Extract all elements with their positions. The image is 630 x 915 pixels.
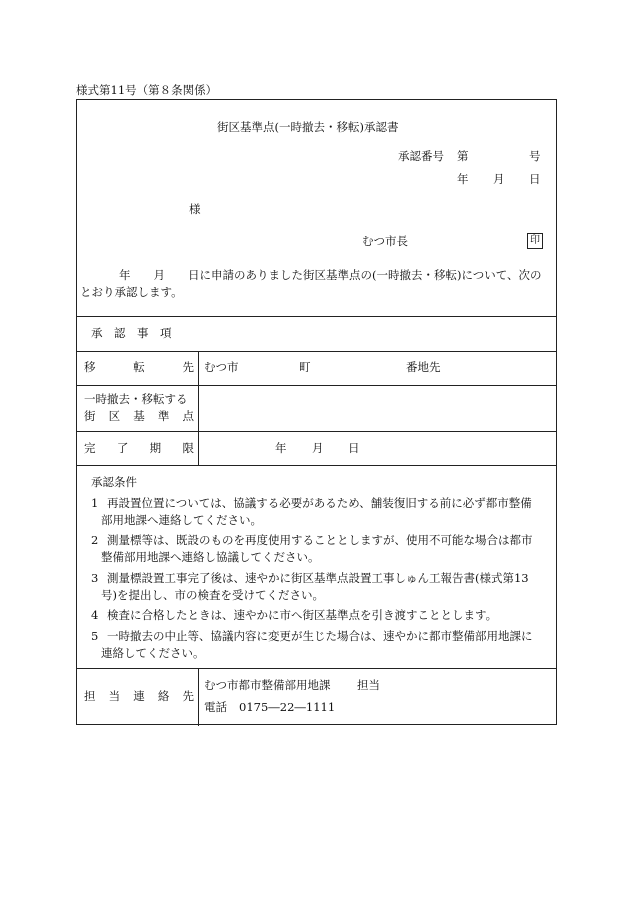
approval-form bbox=[76, 99, 557, 725]
point-label-line2: 街 区 基 準 点 bbox=[84, 409, 194, 423]
date-day: 日 bbox=[529, 172, 541, 186]
deadline-year: 年 bbox=[275, 441, 287, 455]
form-number: 様式第11号（第８条関係） bbox=[76, 83, 218, 97]
rule-items-top bbox=[77, 316, 556, 317]
column-divider-contact bbox=[198, 668, 199, 726]
body-line-1: 年 月 日に申請のありました街区基準点の(一時撤去・移転)について、次の bbox=[119, 268, 542, 282]
rule-deadline-top bbox=[77, 431, 556, 432]
condition-item: 4 検査に合格したときは、速やかに市へ街区基準点を引き渡すこととします。 bbox=[91, 608, 498, 622]
deadline-month: 月 bbox=[312, 441, 324, 455]
seal-mark: 印 bbox=[527, 233, 543, 249]
contact-phone: 0175―22―1111 bbox=[239, 700, 336, 714]
rule-conditions-top bbox=[77, 465, 556, 466]
date-month: 月 bbox=[493, 172, 505, 186]
contact-phone-label: 電話 bbox=[204, 700, 227, 714]
document-title: 街区基準点(一時撤去・移転)承認書 bbox=[217, 120, 399, 134]
issuer: むつ市長 bbox=[362, 234, 408, 248]
condition-item: 5 一時撤去の中止等、協議内容に変更が生じた場合は、速やかに都市整備部用地課に 連絡してください。 bbox=[91, 629, 533, 660]
approval-number-dai: 第 bbox=[457, 149, 469, 163]
destination-city: むつ市 bbox=[204, 360, 239, 374]
rule-contact-top bbox=[77, 668, 556, 669]
deadline-label: 完 了 期 限 bbox=[84, 441, 194, 455]
date-year: 年 bbox=[457, 172, 469, 186]
contact-person: 担当 bbox=[357, 678, 380, 692]
rule-point-top bbox=[77, 385, 556, 386]
condition-item: 3 測量標設置工事完了後は、速やかに街区基準点設置工事しゅん工報告書(様式第13 号)を提出し、市の検査を受けてください。 bbox=[91, 571, 529, 602]
condition-item: 1 再設置位置については、協議する必要があるため、舗装復旧する前に必ず都市整備 部用地課へ連絡してください。 bbox=[91, 496, 532, 527]
body-line-2: とおり承認します。 bbox=[80, 285, 183, 299]
destination-lot: 番地先 bbox=[406, 360, 441, 374]
destination-town: 町 bbox=[299, 360, 311, 374]
deadline-day: 日 bbox=[348, 441, 360, 455]
column-divider-items bbox=[198, 351, 199, 465]
approval-number-label: 承認番号 bbox=[398, 149, 444, 163]
approval-number-go: 号 bbox=[529, 149, 541, 163]
items-section-title: 承 認 事 項 bbox=[91, 326, 172, 340]
condition-item: 2 測量標等は、既設のものを再度使用することとしますが、使用不可能な場合は都市 整備部用地課へ連絡し協議してください。 bbox=[91, 533, 533, 564]
conditions-title: 承認条件 bbox=[91, 475, 137, 489]
addressee-suffix: 様 bbox=[189, 202, 201, 216]
rule-destination-top bbox=[77, 351, 556, 352]
point-label-line1: 一時撤去・移転する bbox=[84, 392, 188, 406]
destination-label: 移 転 先 bbox=[84, 360, 194, 374]
contact-label: 担 当 連 絡 先 bbox=[84, 689, 194, 703]
contact-department: むつ市都市整備部用地課 bbox=[204, 678, 331, 692]
